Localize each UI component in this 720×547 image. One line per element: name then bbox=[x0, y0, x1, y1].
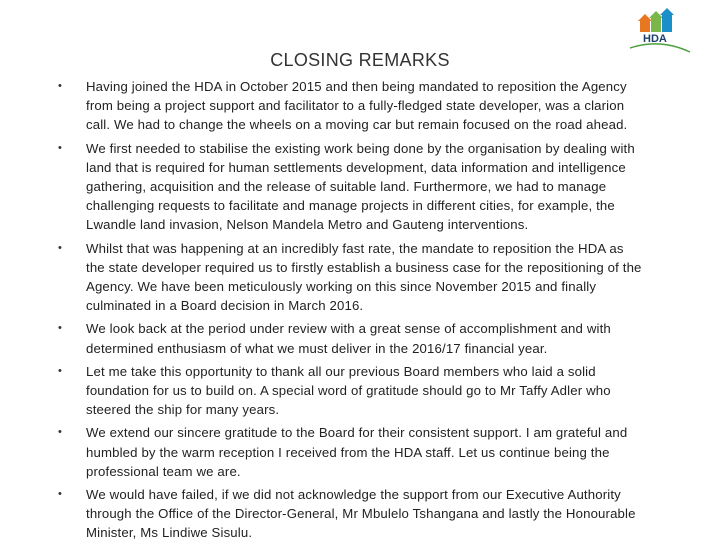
bullet-text-line: Whilst that was happening at an incredibly fast rate, the mandate to reposition the HDA as bbox=[86, 240, 624, 256]
bullet-text-line: call. We had to change the wheels on a moving car but remain focused on the road ahead. bbox=[86, 117, 628, 133]
svg-text:HDA: HDA bbox=[643, 33, 667, 45]
bullet-icon: • bbox=[58, 426, 62, 439]
bullet-text-line: Let me take this opportunity to thank all our previous Board members who laid a solid bbox=[86, 363, 596, 379]
bullet-item bbox=[56, 319, 696, 357]
bullet-text-line: land that is required for human settlements development, data information and intelligence bbox=[86, 159, 626, 175]
bullet-text-line: gathering, acquisition and the release of suitable land. Furthermore, we had to manage bbox=[86, 179, 607, 195]
bullet-text-line: Lwandle land invasion, Nelson Mandela Metro and Gauteng interventions. bbox=[86, 217, 529, 233]
bullet-text-line: challenging requests to facilitate and manage projects in different cities, for example, the bbox=[86, 198, 615, 214]
bullet-text-line: We would have failed, if we did not acknowledge the support from our Executive Authority bbox=[86, 487, 621, 503]
bullet-text-line: humbled by the warm reception I received from the HDA staff. Let us continue being the bbox=[86, 444, 610, 460]
bullet-text-line: We first needed to stabilise the existing work being done by the organisation by dealing with bbox=[86, 140, 635, 156]
bullet-text-line: through the Office of the Director-General, Mr Mbulelo Tshangana and lastly the Honourable bbox=[86, 506, 636, 522]
bullet-item bbox=[56, 77, 696, 135]
bullet-item bbox=[56, 362, 696, 420]
bullet-text-line: Minister, Ms Lindiwe Sisulu. bbox=[86, 525, 253, 541]
bullet-text-line: Agency. We have been meticulously working on this since November 2015 and finally bbox=[86, 279, 597, 295]
bullet-text-line: the state developer required us to firstly establish a business case for the repositioning of the bbox=[86, 259, 642, 275]
bullet-icon: • bbox=[58, 364, 62, 377]
bullet-text-line: foundation for us to build on. A special word of gratitude should go to Mr Taffy Adler who bbox=[86, 383, 611, 399]
bullet-text-line: We extend our sincere gratitude to the Board for their consistent support. I am grateful and bbox=[86, 425, 628, 441]
bullet-item bbox=[56, 485, 696, 543]
bullet-item bbox=[56, 423, 696, 481]
bullet-icon: • bbox=[58, 80, 62, 92]
bullet-text-line: determined enthusiasm of what we must deliver in the 2016/17 financial year. bbox=[86, 340, 548, 356]
bullet-text-line: culminated in a Board decision in March 2016. bbox=[86, 298, 364, 314]
bullet-text-line: Having joined the HDA in October 2015 and then being mandated to reposition the Agency bbox=[86, 79, 627, 94]
bullet-text-line: steered the ship for many years. bbox=[86, 402, 280, 418]
bullet-icon: • bbox=[58, 241, 62, 254]
bullet-item bbox=[56, 239, 696, 316]
bullet-list bbox=[56, 77, 696, 547]
slide-title: CLOSING REMARKS bbox=[270, 50, 450, 70]
hda-logo bbox=[630, 8, 710, 54]
bullet-icon: • bbox=[58, 322, 62, 335]
bullet-icon: • bbox=[58, 141, 62, 154]
bullet-icon: • bbox=[58, 488, 62, 501]
bullet-item bbox=[56, 139, 696, 235]
bullet-text-line: from being a project support and facilitator to a fully-fledged state developer, was a clarion bbox=[86, 98, 625, 114]
bullet-text-line: professional team we are. bbox=[86, 463, 241, 479]
bullet-text-line: We look back at the period under review with a great sense of accomplishment and with bbox=[86, 321, 611, 337]
